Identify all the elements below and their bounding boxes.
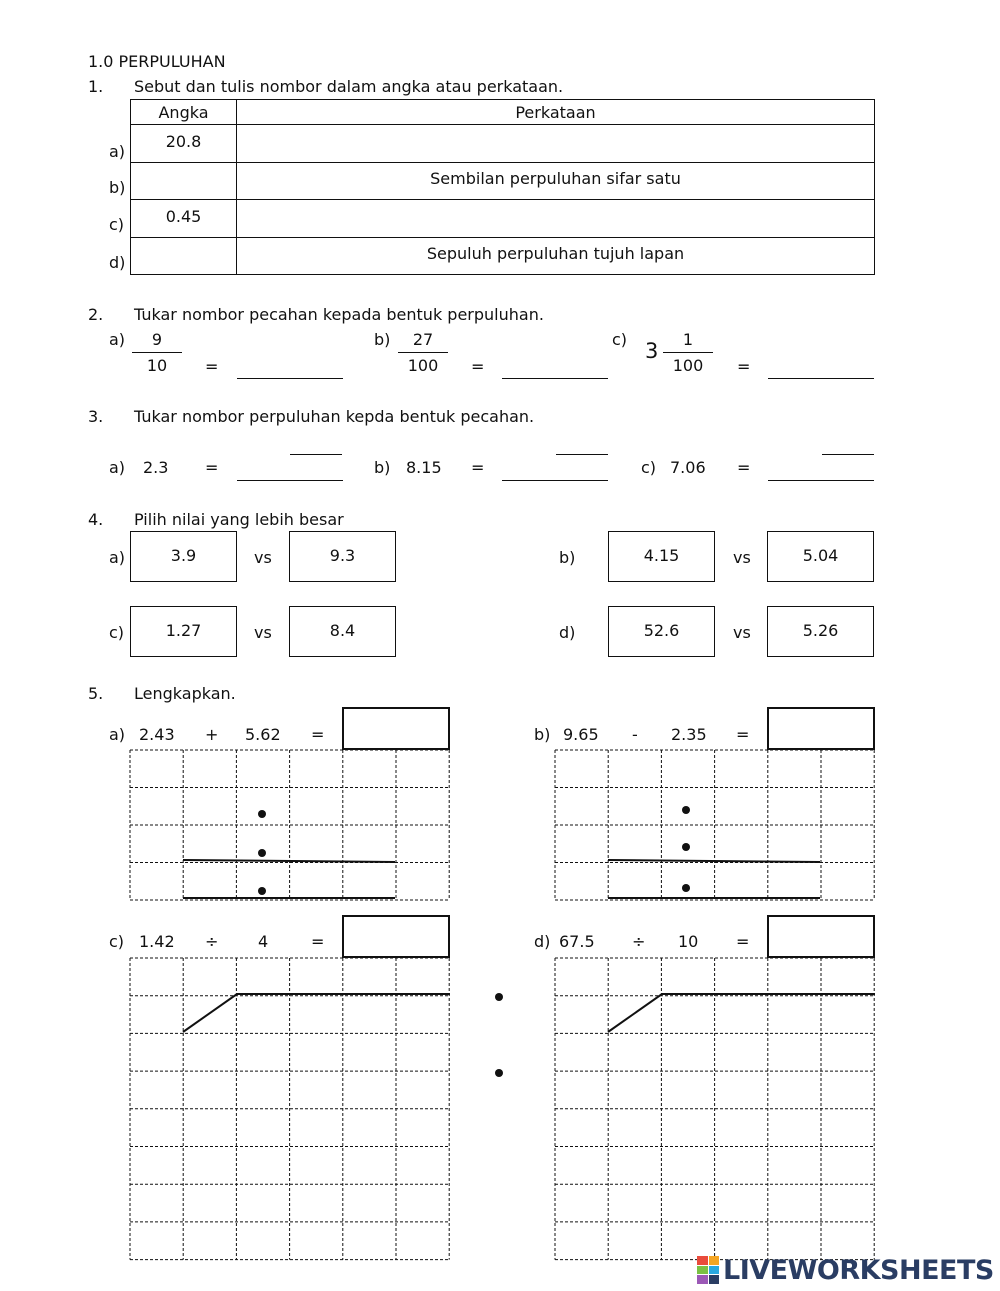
q2-number: 2. — [88, 305, 104, 324]
q4-a-right-value: 9.3 — [329, 546, 356, 565]
q2-b-label: b) — [374, 330, 391, 349]
q4-a-label: a) — [109, 548, 126, 567]
q4-b-right-value: 5.04 — [802, 546, 839, 565]
q5-a-operator: + — [205, 725, 219, 744]
q5-b-sum-line — [608, 860, 820, 862]
q3-b-value: 8.15 — [406, 458, 442, 477]
q3-a-value: 2.3 — [143, 458, 169, 477]
q2-c-equals: = — [737, 357, 751, 376]
q5-c-operator: ÷ — [205, 932, 219, 951]
q5-b-operand2: 2.35 — [671, 725, 707, 744]
q5-a-sum-line — [183, 860, 395, 862]
decimal-point-dot — [495, 993, 503, 1001]
q4-number: 4. — [88, 510, 104, 529]
q4-vs: vs — [733, 623, 751, 642]
q1-row-label: a) — [109, 142, 126, 161]
q5-d-equals: = — [736, 932, 750, 951]
q1-c-angka: 0.45 — [131, 200, 237, 238]
decimal-point-dot — [682, 884, 690, 892]
q5-a-operand2: 5.62 — [245, 725, 281, 744]
decimal-point-dot — [495, 1069, 503, 1077]
q5-d-operand2: 10 — [678, 932, 699, 951]
q5-b-operator: - — [632, 725, 638, 744]
q3-c-equals: = — [737, 458, 751, 477]
q3-b-equals: = — [471, 458, 485, 477]
q1-row-label: d) — [109, 253, 126, 272]
q4-b-label: b) — [559, 548, 576, 567]
q4-instruction: Pilih nilai yang lebih besar — [134, 510, 344, 529]
q4-a-left-value: 3.9 — [170, 546, 197, 565]
q5-a-equals: = — [311, 725, 325, 744]
q5-instruction: Lengkapkan. — [134, 684, 236, 703]
q1-header-perkataan: Perkataan — [237, 100, 875, 125]
q5-a-label: a) — [109, 725, 126, 744]
q3-a-equals: = — [205, 458, 219, 477]
q5-a-operand1: 2.43 — [139, 725, 175, 744]
q5-c-operand2: 4 — [258, 932, 269, 951]
q5-d-division-bracket — [608, 994, 875, 1032]
liveworksheets-logo — [697, 1254, 994, 1286]
q3-c-label: c) — [641, 458, 657, 477]
q4-vs: vs — [254, 623, 272, 642]
q5-c-equals: = — [311, 932, 325, 951]
q3-b-label: b) — [374, 458, 391, 477]
q1-header-angka: Angka — [131, 100, 237, 125]
q3-number: 3. — [88, 407, 104, 426]
decimal-point-dot — [682, 806, 690, 814]
q5-c-label: c) — [109, 932, 125, 951]
decimal-point-dot — [258, 849, 266, 857]
q2-a-equals: = — [205, 357, 219, 376]
q5-b-equals: = — [736, 725, 750, 744]
q5-c-division-bracket — [183, 994, 450, 1032]
q3-instruction: Tukar nombor perpuluhan kepda bentuk pecahan. — [134, 407, 535, 426]
q1-d-perkataan: Sepuluh perpuluhan tujuh lapan — [237, 238, 875, 275]
q5-d-operand1: 67.5 — [559, 932, 595, 951]
q4-c-label: c) — [109, 623, 125, 642]
q1-instruction: Sebut dan tulis nombor dalam angka atau perkataan. — [134, 77, 564, 96]
q3-a-label: a) — [109, 458, 126, 477]
q2-a-denominator: 10 — [146, 356, 168, 375]
decimal-point-dot — [258, 887, 266, 895]
q2-b-denominator: 100 — [407, 356, 439, 375]
q5-number: 5. — [88, 684, 104, 703]
q2-a-numerator: 9 — [151, 330, 163, 349]
liveworksheets-badge-icon — [697, 1256, 719, 1284]
q4-d-label: d) — [559, 623, 576, 642]
q1-row-label: b) — [109, 178, 126, 197]
q2-c-whole: 3 — [645, 339, 659, 363]
q1-a-angka: 20.8 — [131, 125, 237, 163]
q1-row-label: c) — [109, 215, 125, 234]
page-title: 1.0 PERPULUHAN — [88, 52, 226, 71]
q4-b-left-value: 4.15 — [643, 546, 680, 565]
q4-vs: vs — [733, 548, 751, 567]
q2-a-label: a) — [109, 330, 126, 349]
q5-d-operator: ÷ — [632, 932, 646, 951]
decimal-point-dot — [682, 843, 690, 851]
liveworksheets-brand: LIVEWORKSHEETS — [723, 1254, 994, 1286]
q2-c-label: c) — [612, 330, 628, 349]
q2-instruction: Tukar nombor pecahan kepada bentuk perpuluhan. — [134, 305, 544, 324]
q2-c-denominator: 100 — [672, 356, 704, 375]
decimal-point-dot — [258, 810, 266, 818]
q5-d-label: d) — [534, 932, 551, 951]
q1-number: 1. — [88, 77, 104, 96]
q5-b-operand1: 9.65 — [563, 725, 599, 744]
q2-b-equals: = — [471, 357, 485, 376]
q4-c-left-value: 1.27 — [165, 621, 202, 640]
q5-b-label: b) — [534, 725, 551, 744]
q4-d-left-value: 52.6 — [643, 621, 680, 640]
q4-d-right-value: 5.26 — [802, 621, 839, 640]
q1-b-perkataan: Sembilan perpuluhan sifar satu — [237, 163, 875, 200]
q3-c-value: 7.06 — [670, 458, 706, 477]
q2-c-numerator: 1 — [682, 330, 694, 349]
q4-c-right-value: 8.4 — [329, 621, 356, 640]
q2-b-numerator: 27 — [412, 330, 434, 349]
q5-c-operand1: 1.42 — [139, 932, 175, 951]
q4-vs: vs — [254, 548, 272, 567]
